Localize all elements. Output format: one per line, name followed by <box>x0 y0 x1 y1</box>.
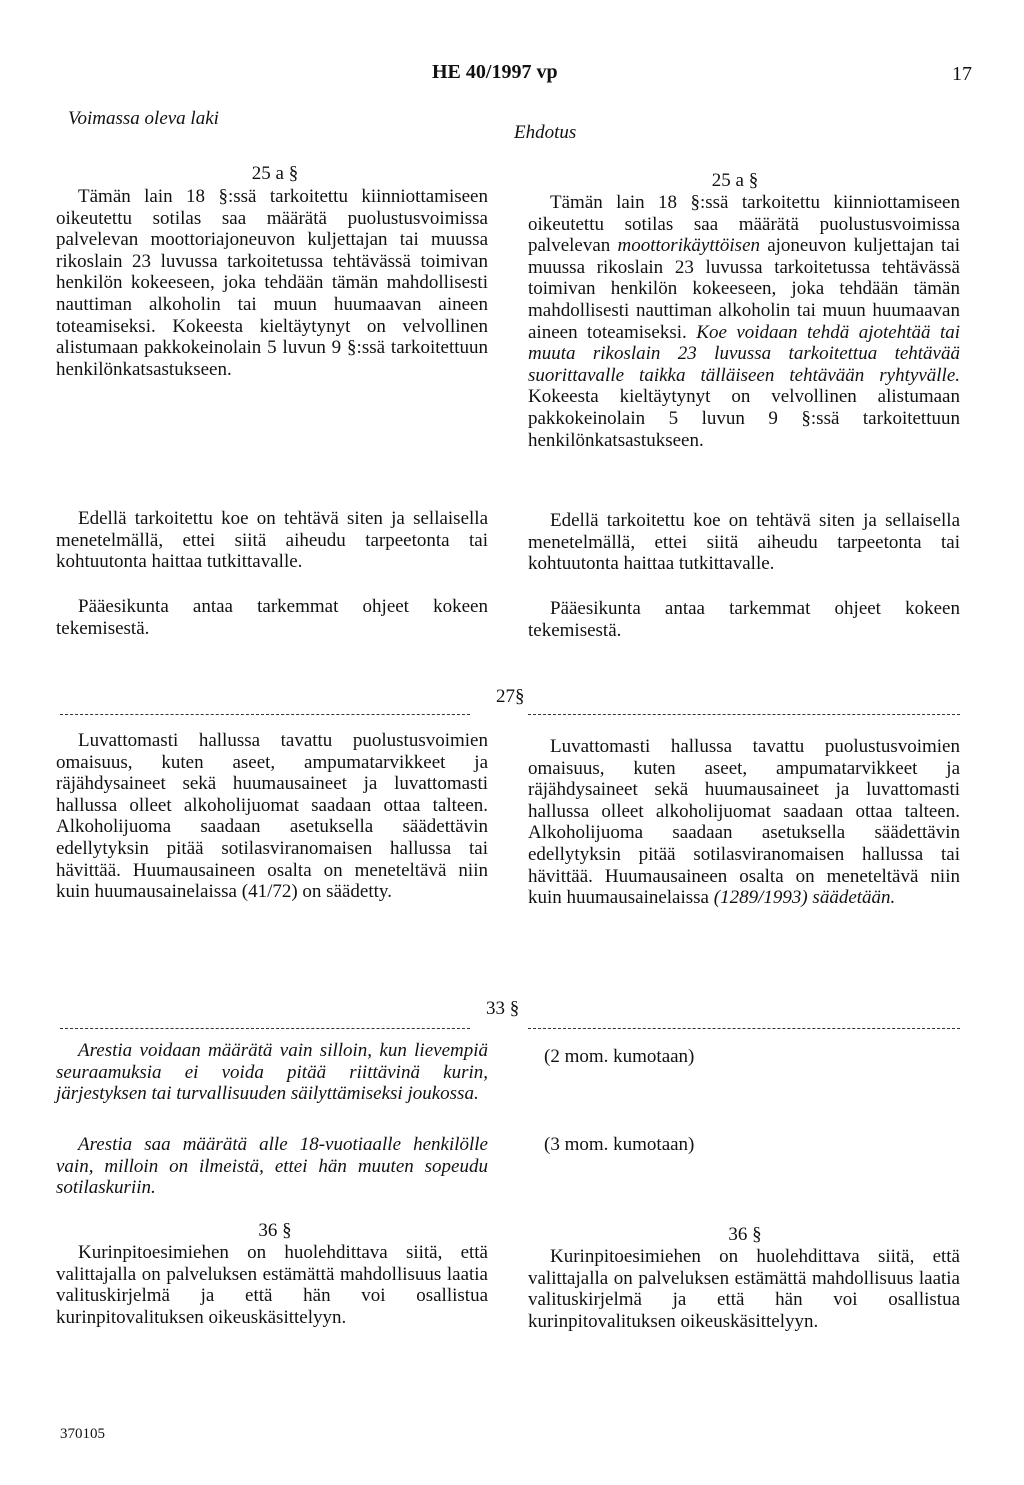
left-section-27-paragraph: Luvattomasti hallussa tavattu puolustusvoimien omaisuus, kuten aseet, ampumatarvikkeet ja räjähdysaineet sekä huumausaineet ja luvattomasti hallussa olleet alkoholijuomat saadaan ottaa talteen. Alkoholijuoma saadaan asetuksella säädettävin edellytyksin pitää sotilasviranomaisen hallussa tai hävittää. Huumausaineen osalta on meneteltävä niin kuin huumausainelaissa (41/72) on säädetty. <box>56 730 488 903</box>
right-omission-line-27 <box>528 714 960 715</box>
left-section-36-title: 36 § <box>258 1220 292 1241</box>
right-column-heading: Ehdotus <box>514 122 577 143</box>
right-section-25a-paragraph-3: Pääesikunta antaa tarkemmat ohjeet kokeen tekemisestä. <box>528 598 960 641</box>
page-number: 17 <box>952 63 972 85</box>
right-section-25a-paragraph-1 <box>528 192 960 451</box>
right-section-36-paragraph: Kurinpitoesimiehen on huolehdittava siitä, että valittajalla on palveluksen estämättä mahdollisuus laatia valituskirjelmä ja että hän voi osallistua kurinpitovalituksen oikeuskäsittelyyn. <box>528 1246 960 1332</box>
section-33-title: 33 § <box>486 998 520 1019</box>
right-section-33-paragraph-1: (2 mom. kumotaan) <box>544 1046 695 1067</box>
right-25a-amended-text-b: moottorikäyttöisen <box>617 235 760 257</box>
left-section-25a-paragraph-1: Tämän lain 18 §:ssä tarkoitettu kiinniottamiseen oikeutettu sotilas saa määrätä puolustusvoimissa palvelevan moottoriajoneuvon kuljettajan tai muussa rikoslain 23 luvussa tarkoitetussa tehtävässä toimivan henkilön kokeeseen, joka tehdään tämän mahdollisesti nauttiman alkoholin tai muun huumaavan aineen toteamiseksi. Kokeesta kieltäytynyt on velvollinen alistumaan pakkokeinolain 5 luvun 9 §:ssä tarkoitettuun henkilönkatsastukseen. <box>56 186 488 380</box>
document-title: HE 40/1997 vp <box>432 61 558 83</box>
right-section-27-paragraph <box>528 736 960 909</box>
left-section-36-paragraph: Kurinpitoesimiehen on huolehdittava siitä, että valittajalla on palveluksen estämättä mahdollisuus laatia valituskirjelmä ja että hän voi osallistua kurinpitovalituksen oikeuskäsittelyyn. <box>56 1242 488 1328</box>
right-27-amended-text-b: (1289/1993) säädetään. <box>713 887 896 909</box>
left-section-33-paragraph-2: Arestia saa määrätä alle 18-vuotiaalle henkilölle vain, milloin on ilmeistä, ettei hän muuten sopeudu sotilaskuriin. <box>56 1134 488 1199</box>
left-section-25a-paragraph-2: Edellä tarkoitettu koe on tehtävä siten ja sellaisella menetelmällä, ettei siitä aiheudu tarpeetonta tai kohtuutonta haittaa tutkittavalle. <box>56 508 488 573</box>
left-section-25a-title: 25 a § <box>251 163 299 184</box>
left-section-33-paragraph-1: Arestia voidaan määrätä vain silloin, kun lievempiä seuraamuksia ei voida pitää riittävinä kurin, järjestyksen tai turvallisuuden säilyttämiseksi joukossa. <box>56 1040 488 1105</box>
left-omission-line-27 <box>60 714 470 715</box>
right-section-33-paragraph-2: (3 mom. kumotaan) <box>544 1134 695 1155</box>
left-omission-line-33 <box>60 1028 470 1029</box>
right-section-25a-paragraph-2: Edellä tarkoitettu koe on tehtävä siten ja sellaisella menetelmällä, ettei siitä aiheudu tarpeetonta tai kohtuutonta haittaa tutkittavalle. <box>528 510 960 575</box>
right-25a-text-e: Kokeesta kieltäytynyt on velvollinen alistumaan pakkokeinolain 5 luvun 9 §:ssä tarkoitettuun henkilönkatsastukseen. <box>528 386 960 451</box>
right-25a-text-a: Tämän lain 18 §:ssä tarkoitettu kiinniottamiseen oikeutettu sotilas saa määrätä puolustusvoimissa palvelevan <box>528 192 960 257</box>
right-omission-line-33 <box>528 1028 960 1029</box>
right-25a-amended-text-d: Koe voidaan tehdä ajotehtää tai muuta rikoslain 23 luvussa tarkoitettua tehtävää suorittavalle taikka tälläiseen tehtävään ryhtyvälle. <box>528 321 961 386</box>
section-27-title: 27§ <box>496 686 525 707</box>
right-section-25a-title: 25 a § <box>711 170 759 191</box>
right-25a-text-c: ajoneuvon kuljettajan tai muussa rikoslain 23 luvussa tarkoitetussa tehtävässä toimivan henkilön kokeeseen, joka tehdään tämän mahdollisesti nauttiman alkoholin tai muun huumaavan aineen toteamiseksi. <box>528 235 960 343</box>
left-section-25a-paragraph-3: Pääesikunta antaa tarkemmat ohjeet kokeen tekemisestä. <box>56 596 488 639</box>
right-27-text-a: Luvattomasti hallussa tavattu puolustusvoimien omaisuus, kuten aseet, ampumatarvikkeet ja räjähdysaineet sekä huumausaineet ja luvattomasti hallussa olleet alkoholijuomat saadaan ottaa talteen. Alkoholijuoma saadaan asetuksella säädettävin edellytyksin pitää sotilasviranomaisen hallussa tai hävittää. Huumausaineen osalta on meneteltävä niin kuin huumausainelaissa <box>528 736 960 909</box>
document-code: 370105 <box>60 1426 105 1442</box>
right-section-36-title: 36 § <box>728 1224 762 1245</box>
left-column-heading: Voimassa oleva laki <box>68 108 219 129</box>
